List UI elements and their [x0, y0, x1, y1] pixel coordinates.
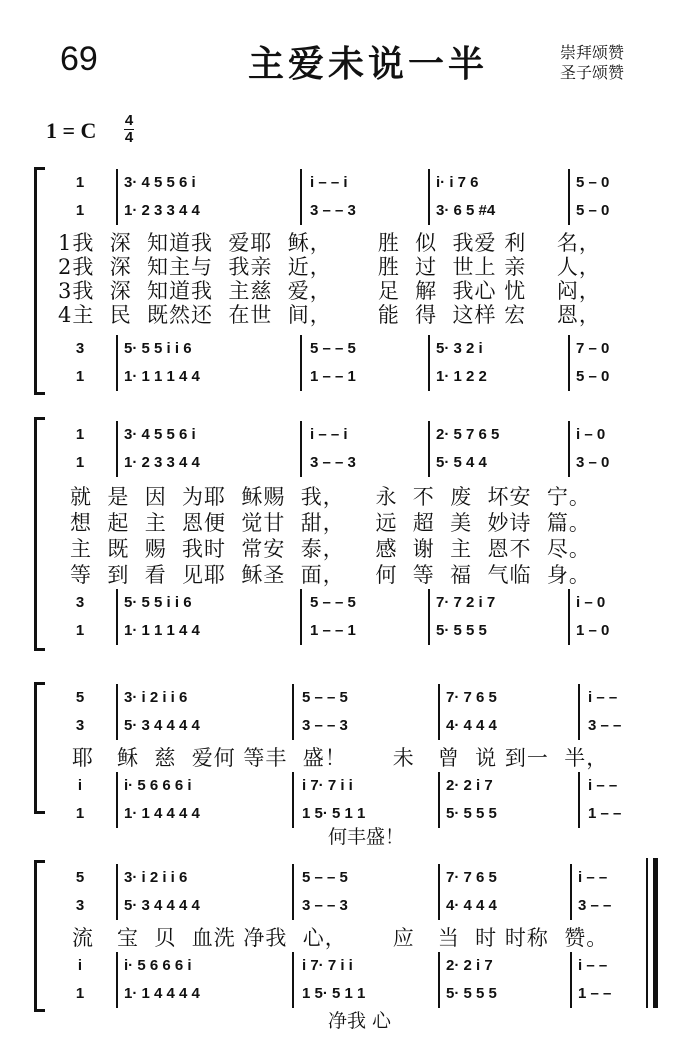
- measure: 1· 1 4 4 4 4: [124, 805, 200, 822]
- measure: 7 – 0: [576, 340, 610, 357]
- measure: i· 5 6 6 6 i: [124, 777, 192, 794]
- measure: 2· 2 i 7: [446, 777, 493, 794]
- key-signature: 1 = C: [46, 118, 97, 143]
- pickup: 5: [75, 869, 85, 886]
- lyric-verse-4: 4主 民 既然还 在世 间， 能 得 这样 宏 恩，: [58, 303, 601, 327]
- system-2: [0, 415, 700, 650]
- system-4: [0, 858, 700, 1038]
- measure: 5 – – 5: [310, 340, 356, 357]
- pickup: i: [77, 777, 83, 794]
- measure: 3· 6 5 #4: [436, 202, 496, 219]
- measure: 5· 5 5 5: [446, 985, 497, 1002]
- lyric-verse-2: 想 起 主 恩便 觉甘 甜， 远 超 美 妙诗 篇。: [70, 511, 591, 535]
- system-3: [0, 680, 700, 848]
- upper-staff-2: [0, 894, 700, 918]
- measure: i – –: [578, 869, 608, 886]
- lyric-verse-1: 就 是 因 为耶 稣赐 我， 永 不 废 坏安 宁。: [70, 485, 591, 509]
- measure: 3· 4 5 5 6 i: [124, 174, 196, 191]
- pickup: i: [77, 957, 83, 974]
- pickup: 3: [75, 717, 85, 734]
- upper-staff-2: [0, 199, 700, 223]
- lower-staff-2: [0, 982, 700, 1006]
- pickup: 1: [75, 174, 85, 191]
- measure: i· i 7 6: [436, 174, 479, 191]
- measure: 7· 7 2 i 7: [436, 594, 496, 611]
- measure: i – 0: [576, 594, 606, 611]
- measure: 5 – 0: [576, 174, 610, 191]
- measure: i – 0: [576, 426, 606, 443]
- measure: 3· i 2 i i 6: [124, 689, 188, 706]
- hymn-number: 69: [60, 40, 98, 78]
- measure: 3 – –: [578, 897, 612, 914]
- measure: i – – i: [310, 426, 348, 443]
- system-1: [0, 165, 700, 395]
- lyric-verse-4: 等 到 看 见耶 稣圣 面， 何 等 福 气临 身。: [70, 563, 591, 587]
- measure: 7· 7 6 5: [446, 689, 497, 706]
- measure: i – – i: [310, 174, 348, 191]
- measure: i 7· 7 i i: [302, 957, 353, 974]
- measure: 1 – –: [578, 985, 612, 1002]
- measure: 1 – – 1: [310, 622, 356, 639]
- upper-staff-1: [0, 423, 700, 447]
- measure: 5· 3 2 i: [436, 340, 483, 357]
- pickup: 3: [75, 594, 85, 611]
- measure: 5· 5 4 4: [436, 454, 487, 471]
- upper-staff-2: [0, 451, 700, 475]
- measure: 3 – – 3: [302, 897, 348, 914]
- measure: 5· 5 5 i i 6: [124, 594, 192, 611]
- upper-staff-1: [0, 686, 700, 710]
- lower-staff-2: [0, 365, 700, 389]
- time-top: 4: [124, 112, 134, 129]
- pickup: 1: [75, 622, 85, 639]
- measure: 7· 7 6 5: [446, 869, 497, 886]
- lower-staff-1: [0, 954, 700, 978]
- upper-staff-2: [0, 714, 700, 738]
- pickup: 1: [75, 368, 85, 385]
- lyric-verse-3: 3我 深 知道我 主慈 爱， 足 解 我心 忧 闷，: [58, 279, 601, 303]
- bass-lyric: 净我 心: [328, 1010, 392, 1032]
- measure: 1 5· 5 1 1: [302, 805, 366, 822]
- measure: 2· 2 i 7: [446, 957, 493, 974]
- category-line-2: 圣子颂赞: [560, 63, 625, 82]
- pickup: 1: [75, 805, 85, 822]
- pickup: 1: [75, 202, 85, 219]
- measure: 3· i 2 i i 6: [124, 869, 188, 886]
- measure: i – –: [578, 957, 608, 974]
- measure: 3 – –: [588, 717, 622, 734]
- category-line-1: 崇拜颂赞: [560, 43, 625, 62]
- measure: 5 – 0: [576, 368, 610, 385]
- lyric-verse-1: 1我 深 知道我 爱耶 稣， 胜 似 我爱 利 名，: [58, 231, 601, 255]
- measure: 3 – 0: [576, 454, 610, 471]
- measure: 1 5· 5 1 1: [302, 985, 366, 1002]
- measure: 1· 1 1 1 4 4: [124, 622, 200, 639]
- measure: i – –: [588, 689, 618, 706]
- pickup: 1: [75, 454, 85, 471]
- measure: 4· 4 4 4: [446, 897, 497, 914]
- measure: 2· 5 7 6 5: [436, 426, 500, 443]
- measure: 1· 1 4 4 4 4: [124, 985, 200, 1002]
- measure: 5· 5 5 5: [436, 622, 487, 639]
- measure: 4· 4 4 4: [446, 717, 497, 734]
- time-bottom: 4: [124, 129, 134, 146]
- measure: 3 – – 3: [302, 717, 348, 734]
- lyric-verse-3: 主 既 赐 我时 常安 泰， 感 谢 主 恩不 尽。: [70, 537, 591, 561]
- lower-staff-1: [0, 591, 700, 615]
- measure: 5· 3 4 4 4 4: [124, 897, 200, 914]
- time-signature: [124, 114, 134, 145]
- measure: 5 – – 5: [310, 594, 356, 611]
- measure: 1 – – 1: [310, 368, 356, 385]
- measure: 5 – – 5: [302, 689, 348, 706]
- lyric-verse-2: 2我 深 知主与 我亲 近， 胜 过 世上 亲 人，: [58, 255, 601, 279]
- measure: 1· 2 3 3 4 4: [124, 454, 200, 471]
- upper-staff-1: [0, 171, 700, 195]
- pickup: 1: [75, 426, 85, 443]
- bass-lyric: 何丰盛！: [328, 826, 405, 848]
- measure: 5· 5 5 i i 6: [124, 340, 192, 357]
- measure: 1· 2 3 3 4 4: [124, 202, 200, 219]
- measure: 1· 1 2 2: [436, 368, 487, 385]
- lyric-line: 耶 稣 慈 爱何 等丰 盛！ 未 曾 说 到一 半，: [72, 746, 609, 770]
- lyric-line: 流 宝 贝 血洗 净我 心， 应 当 时 时称 赞。: [72, 926, 609, 950]
- measure: 1 – –: [588, 805, 622, 822]
- lower-staff-1: [0, 774, 700, 798]
- measure: 3 – – 3: [310, 202, 356, 219]
- measure: 5· 3 4 4 4 4: [124, 717, 200, 734]
- measure: 5 – – 5: [302, 869, 348, 886]
- lower-staff-2: [0, 619, 700, 643]
- lower-staff-1: [0, 337, 700, 361]
- measure: 3 – – 3: [310, 454, 356, 471]
- upper-staff-1: [0, 866, 700, 890]
- measure: 1· 1 1 1 4 4: [124, 368, 200, 385]
- pickup: 3: [75, 897, 85, 914]
- pickup: 1: [75, 985, 85, 1002]
- measure: 1 – 0: [576, 622, 610, 639]
- pickup: 3: [75, 340, 85, 357]
- measure: 5 – 0: [576, 202, 610, 219]
- measure: i 7· 7 i i: [302, 777, 353, 794]
- measure: i – –: [588, 777, 618, 794]
- measure: i· 5 6 6 6 i: [124, 957, 192, 974]
- hymn-title: 主爱未说一半: [248, 44, 489, 85]
- measure: 5· 5 5 5: [446, 805, 497, 822]
- pickup: 5: [75, 689, 85, 706]
- measure: 3· 4 5 5 6 i: [124, 426, 196, 443]
